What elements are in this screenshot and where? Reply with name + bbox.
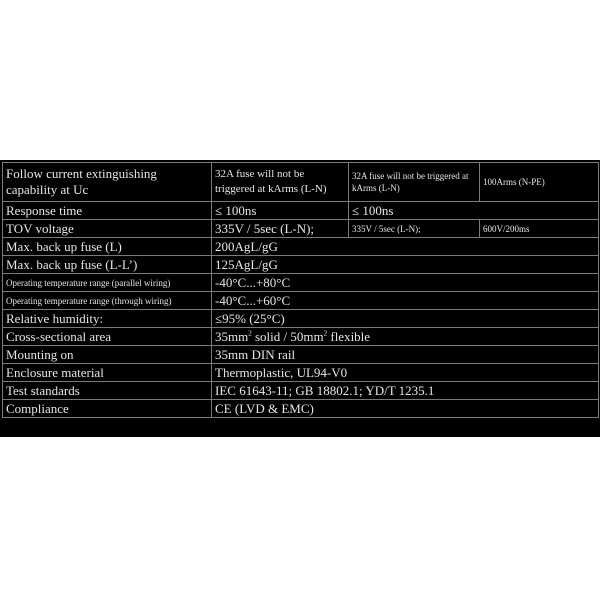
value-cell: ≤95% (25°C): [212, 310, 599, 328]
value-cell: ≤ 100ns: [349, 202, 599, 220]
row-label: Response time: [3, 202, 212, 220]
value-cell: 32A fuse will not be triggered at kArms (L-N): [349, 163, 480, 202]
value-text: flexible: [327, 328, 371, 344]
value-cell: -40°C...+60°C: [212, 292, 599, 310]
value-cell: ≤ 100ns: [212, 202, 349, 220]
table-row: [3, 310, 599, 328]
table-row: [3, 364, 599, 382]
table-row: [3, 346, 599, 364]
superscript: 2: [248, 329, 252, 338]
row-label: Relative humidity:: [3, 310, 212, 328]
table-row: [3, 202, 599, 220]
table-row: [3, 274, 599, 292]
table-row: [3, 220, 599, 238]
table-row: [3, 400, 599, 418]
row-label: TOV voltage: [3, 220, 212, 238]
value-cell: 200AgL/gG: [212, 238, 599, 256]
table-row: [3, 163, 599, 202]
spec-table: [2, 162, 599, 418]
value-cell: Thermoplastic, UL94-V0: [212, 364, 599, 382]
table-row: [3, 382, 599, 400]
row-label: Cross-sectional area: [3, 328, 212, 346]
value-cell: 335V / 5sec (L-N);: [349, 220, 480, 238]
row-label: Operating temperature range (through wiring): [3, 292, 212, 310]
row-label: Follow current extinguishing capability at Uc: [3, 163, 212, 202]
value-cell: -40°C...+80°C: [212, 274, 599, 292]
table-row: [3, 328, 599, 346]
row-label: Enclosure material: [3, 364, 212, 382]
spec-sheet: [0, 160, 600, 437]
row-label: Mounting on: [3, 346, 212, 364]
value-cell: CE (LVD & EMC): [212, 400, 599, 418]
value-cell: 600V/200ms: [480, 220, 599, 238]
value-cell: 32A fuse will not be triggered at kArms (L-N): [212, 163, 349, 202]
table-row: [3, 256, 599, 274]
row-label: Operating temperature range (parallel wiring): [3, 274, 212, 292]
value-text: 35mm: [215, 328, 249, 344]
row-label: Compliance: [3, 400, 212, 418]
table-row: [3, 292, 599, 310]
row-label: Test standards: [3, 382, 212, 400]
row-label: Max. back up fuse (L): [3, 238, 212, 256]
row-label: Max. back up fuse (L-L’): [3, 256, 212, 274]
superscript: 2: [323, 329, 328, 338]
table-row: [3, 238, 599, 256]
value-cell: 100Arms (N-PE): [480, 163, 599, 202]
value-cell: [212, 328, 599, 346]
value-cell: 335V / 5sec (L-N);: [212, 220, 349, 238]
value-text: solid / 50mm: [251, 328, 324, 344]
value-cell: 35mm DIN rail: [212, 346, 599, 364]
value-cell: 125AgL/gG: [212, 256, 599, 274]
value-cell: IEC 61643-11; GB 18802.1; YD/T 1235.1: [212, 382, 599, 400]
